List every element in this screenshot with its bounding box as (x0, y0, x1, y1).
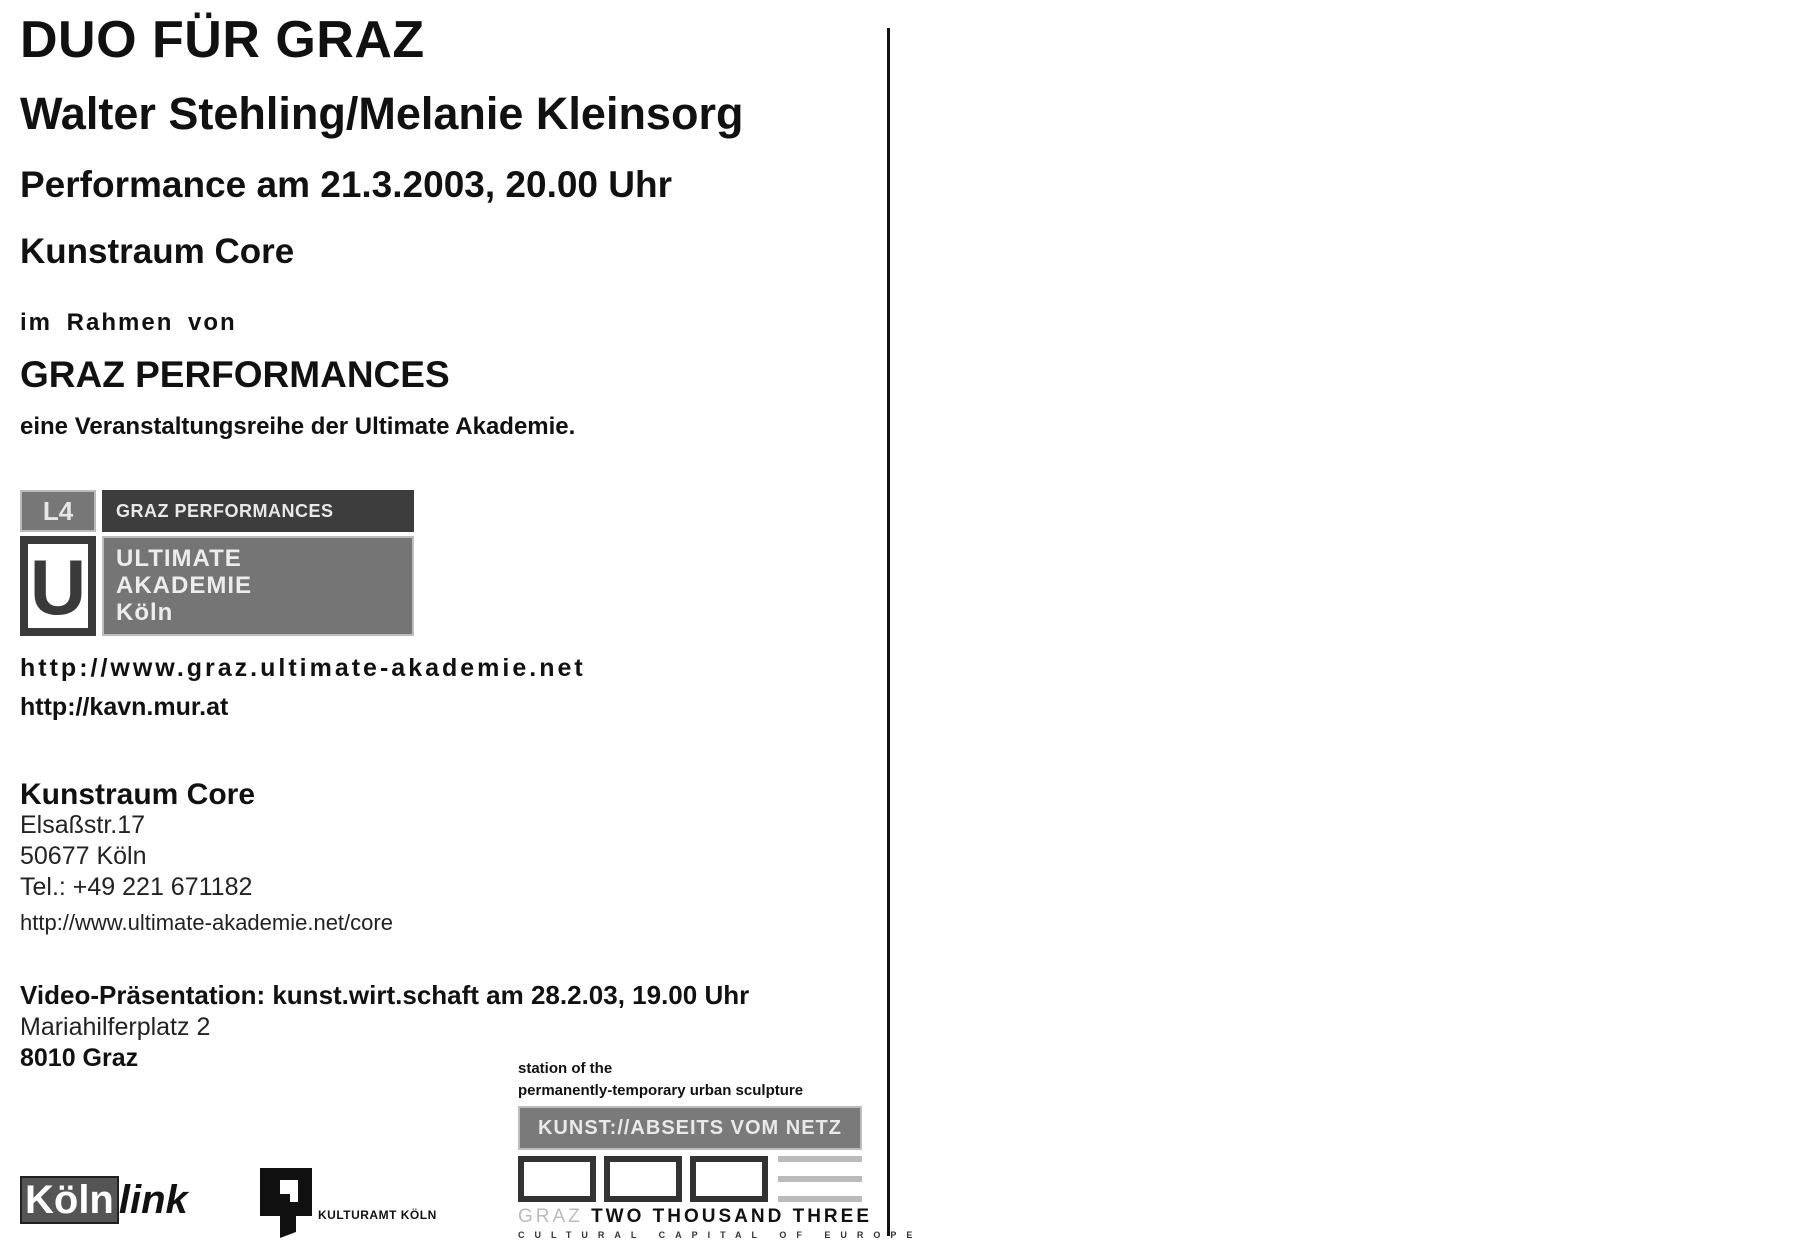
event-title: DUO FÜR GRAZ (20, 11, 425, 69)
venue-name: Kunstraum Core (20, 232, 295, 271)
graz2003-graz: GRAZ (518, 1206, 583, 1227)
core-street: Elsaßstr.17 (20, 811, 146, 839)
logo-banner: GRAZ PERFORMANCES (102, 490, 414, 532)
video-city: 8010 Graz (20, 1044, 139, 1072)
video-headline: Video-Präsentation: kunst.wirt.schaft am 28.2.03, 19.00 Uhr (20, 980, 750, 1010)
logo-text-block (102, 536, 414, 636)
kunst-abseits-banner: KUNST://ABSEITS VOM NETZ (518, 1106, 862, 1150)
link-graz-ultimate[interactable]: http://www.graz.ultimate-akademie.net (20, 654, 586, 682)
logo-level-badge: L4 (20, 490, 96, 532)
core-venue-name: Kunstraum Core (20, 778, 256, 811)
graz2003-lines (778, 1156, 862, 1202)
logo-line-2: AKADEMIE (116, 572, 253, 599)
series-description: eine Veranstaltungsreihe der Ultimate Akademie. (20, 413, 576, 440)
video-street: Mariahilferplatz 2 (20, 1013, 211, 1041)
graz2003-subline: CULTURAL CAPITAL OF EUROPE (518, 1230, 923, 1240)
graz2003-box-1 (518, 1156, 596, 1202)
ultimate-akademie-logo (20, 490, 414, 636)
logo-u-letter: U (29, 543, 87, 631)
graz2003-box-3 (690, 1156, 768, 1202)
artist-names: Walter Stehling/Melanie Kleinsorg (20, 88, 744, 139)
kulturamt-icon (258, 1166, 314, 1238)
graz2003-wordmark (518, 1206, 872, 1228)
koelnlink-rest: link (118, 1178, 188, 1222)
station-line-2: permanently-temporary urban sculpture (518, 1082, 804, 1099)
link-kavn[interactable]: http://kavn.mur.at (20, 693, 229, 721)
logo-line-3: Köln (116, 599, 174, 626)
koelnlink-boxed: Köln (20, 1176, 119, 1224)
logo-u-block (20, 536, 96, 636)
page-divider (887, 28, 890, 1236)
graz2003-two-thousand-three: TWO THOUSAND THREE (591, 1206, 872, 1227)
logo-line-1: ULTIMATE (116, 545, 242, 572)
kulturamt-text: KULTURAMT KÖLN (318, 1208, 437, 1222)
koelnlink-logo (20, 1178, 188, 1223)
context-intro: im Rahmen von (20, 309, 237, 336)
graz2003-box-2 (604, 1156, 682, 1202)
core-url[interactable]: http://www.ultimate-akademie.net/core (20, 910, 393, 935)
performance-date: Performance am 21.3.2003, 20.00 Uhr (20, 164, 672, 205)
station-line-1: station of the (518, 1060, 613, 1077)
core-city: 50677 Köln (20, 842, 147, 870)
core-phone: Tel.: +49 221 671182 (20, 873, 253, 901)
series-title: GRAZ PERFORMANCES (20, 354, 450, 395)
